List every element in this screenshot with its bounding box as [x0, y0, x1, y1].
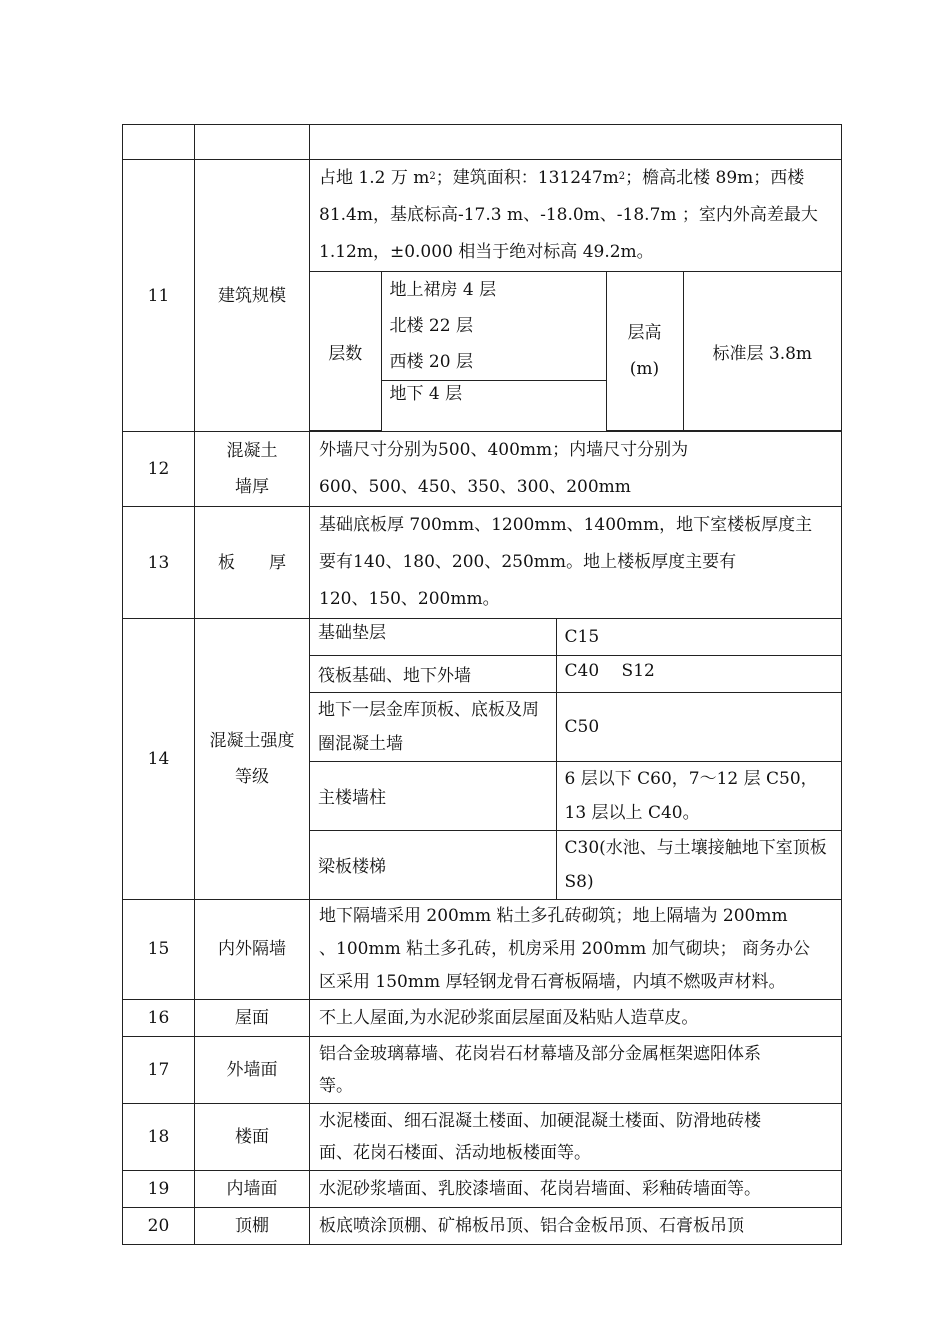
- floors-above: [381, 272, 606, 381]
- row-item: 内外隔墙: [195, 899, 310, 999]
- grades-subtable: [310, 619, 841, 899]
- row-description: 不上人屋面,为水泥砂浆面层屋面及粘贴人造草皮。: [310, 999, 842, 1036]
- height-label: 层高 (m): [606, 272, 683, 431]
- table-row-13: [123, 507, 842, 619]
- floors-label: 层数: [310, 272, 381, 431]
- grade-value: 6 层以下 C60，7～12 层 C50，13 层以上 C40。: [556, 761, 841, 830]
- desc-line: 600、500、450、350、300、200mm: [319, 477, 631, 497]
- desc-line: 等。: [319, 1075, 353, 1096]
- desc-line: 要有140、180、200、250mm。地上楼板厚度主要有: [319, 552, 737, 572]
- row-description: [310, 1103, 842, 1170]
- grade-part: 筏板基础、地下外墙: [310, 655, 556, 692]
- row-description: [310, 507, 842, 619]
- desc-line: 占地 1.2 万 $m^2$；建筑面积：$131247m^2$；檐高北楼 89m；西楼: [319, 168, 805, 188]
- desc-line: 外墙尺寸分别为500、400mm；内墙尺寸分别为: [319, 440, 689, 460]
- grade-row: [310, 761, 841, 830]
- row-item: 混凝土强度 等级: [195, 619, 310, 900]
- row-item: 屋面: [195, 999, 310, 1036]
- grade-part: 主楼墙柱: [310, 761, 556, 830]
- row-description: 板底喷涂顶棚、矿棉板吊顶、铝合金板吊顶、石膏板吊顶: [310, 1207, 842, 1244]
- row-number: 12: [123, 432, 195, 507]
- row-description: [310, 160, 842, 272]
- header-cell-desc: [310, 125, 842, 160]
- floors-above-line: 北楼 22 层: [389, 316, 473, 336]
- row-item: 顶棚: [195, 1207, 310, 1244]
- table-row-18: [123, 1103, 842, 1170]
- grade-row: [310, 619, 841, 655]
- table-row-14: [123, 619, 842, 900]
- desc-line: 面、花岗石楼面、活动地板楼面等。: [319, 1142, 591, 1163]
- desc-line: 铝合金玻璃幕墙、花岗岩石材幕墙及部分金属框架遮阳体系: [319, 1043, 761, 1064]
- table-row-15: [123, 899, 842, 999]
- row-item: 板 厚: [195, 507, 310, 619]
- floors-cell: [310, 272, 842, 432]
- grade-row: [310, 692, 841, 761]
- desc-line: 、100mm 粘土多孔砖，机房采用 200mm 加气砌块； 商务办公: [319, 938, 810, 959]
- row-number: 11: [123, 160, 195, 432]
- grade-row: [310, 830, 841, 899]
- grades-cell: [310, 619, 842, 900]
- row-item: 楼面: [195, 1103, 310, 1170]
- row-number: 20: [123, 1207, 195, 1244]
- floors-above-line: 地上裙房 4 层: [389, 280, 497, 300]
- grade-part: 基础垫层: [310, 619, 556, 655]
- grade-row: [310, 655, 841, 692]
- grade-value: C30(水池、与土壤接触地下室顶板 S8): [556, 830, 841, 899]
- table-header-row: [123, 125, 842, 160]
- desc-line: 区采用 150mm 厚轻钢龙骨石膏板隔墙，内填不燃吸声材料。: [319, 971, 786, 992]
- table-row-12: [123, 432, 842, 507]
- row-item: 建筑规模: [195, 160, 310, 432]
- floors-below: 地下 4 层: [381, 381, 606, 431]
- row-number: 13: [123, 507, 195, 619]
- row-item: 内墙面: [195, 1170, 310, 1207]
- row-description: [310, 1036, 842, 1103]
- table-row-11: [123, 160, 842, 272]
- table-row-17: [123, 1036, 842, 1103]
- desc-line: 水泥楼面、细石混凝土楼面、加硬混凝土楼面、防滑地砖楼: [319, 1110, 761, 1131]
- grade-value: C50: [556, 692, 841, 761]
- height-value: 标准层 3.8m: [683, 272, 841, 431]
- row-description: [310, 899, 842, 999]
- row-number: 19: [123, 1170, 195, 1207]
- grade-part: 梁板楼梯: [310, 830, 556, 899]
- row-description: [310, 432, 842, 507]
- row-number: 16: [123, 999, 195, 1036]
- desc-line: 81.4m，基底标高-17.3 m、-18.0m、-18.7m ；室内外高差最大: [319, 205, 818, 225]
- spec-table: [122, 124, 842, 1245]
- floors-subtable: [310, 272, 841, 431]
- row-number: 18: [123, 1103, 195, 1170]
- row-item: 外墙面: [195, 1036, 310, 1103]
- desc-line: 基础底板厚 700mm、1200mm、1400mm，地下室楼板厚度主: [319, 515, 813, 535]
- row-item: 混凝土 墙厚: [195, 432, 310, 507]
- desc-line: 地下隔墙采用 200mm 粘土多孔砖砌筑；地上隔墙为 200mm: [319, 905, 788, 926]
- row-description: 水泥砂浆墙面、乳胶漆墙面、花岗岩墙面、彩釉砖墙面等。: [310, 1170, 842, 1207]
- grade-part: 地下一层金库顶板、底板及周圈混凝土墙: [310, 692, 556, 761]
- row-number: 17: [123, 1036, 195, 1103]
- table-row-16: [123, 999, 842, 1036]
- desc-line: 120、150、200mm。: [319, 589, 500, 609]
- desc-line: 1.12m，±0.000 相当于绝对标高 49.2m。: [319, 242, 654, 262]
- table-row-19: [123, 1170, 842, 1207]
- header-cell-num: [123, 125, 195, 160]
- row-number: 15: [123, 899, 195, 999]
- header-cell-item: [195, 125, 310, 160]
- grade-value: C15: [556, 619, 841, 655]
- row-number: 14: [123, 619, 195, 900]
- floors-above-line: 西楼 20 层: [389, 352, 473, 372]
- table-row-20: [123, 1207, 842, 1244]
- grade-value: C40 S12: [556, 655, 841, 692]
